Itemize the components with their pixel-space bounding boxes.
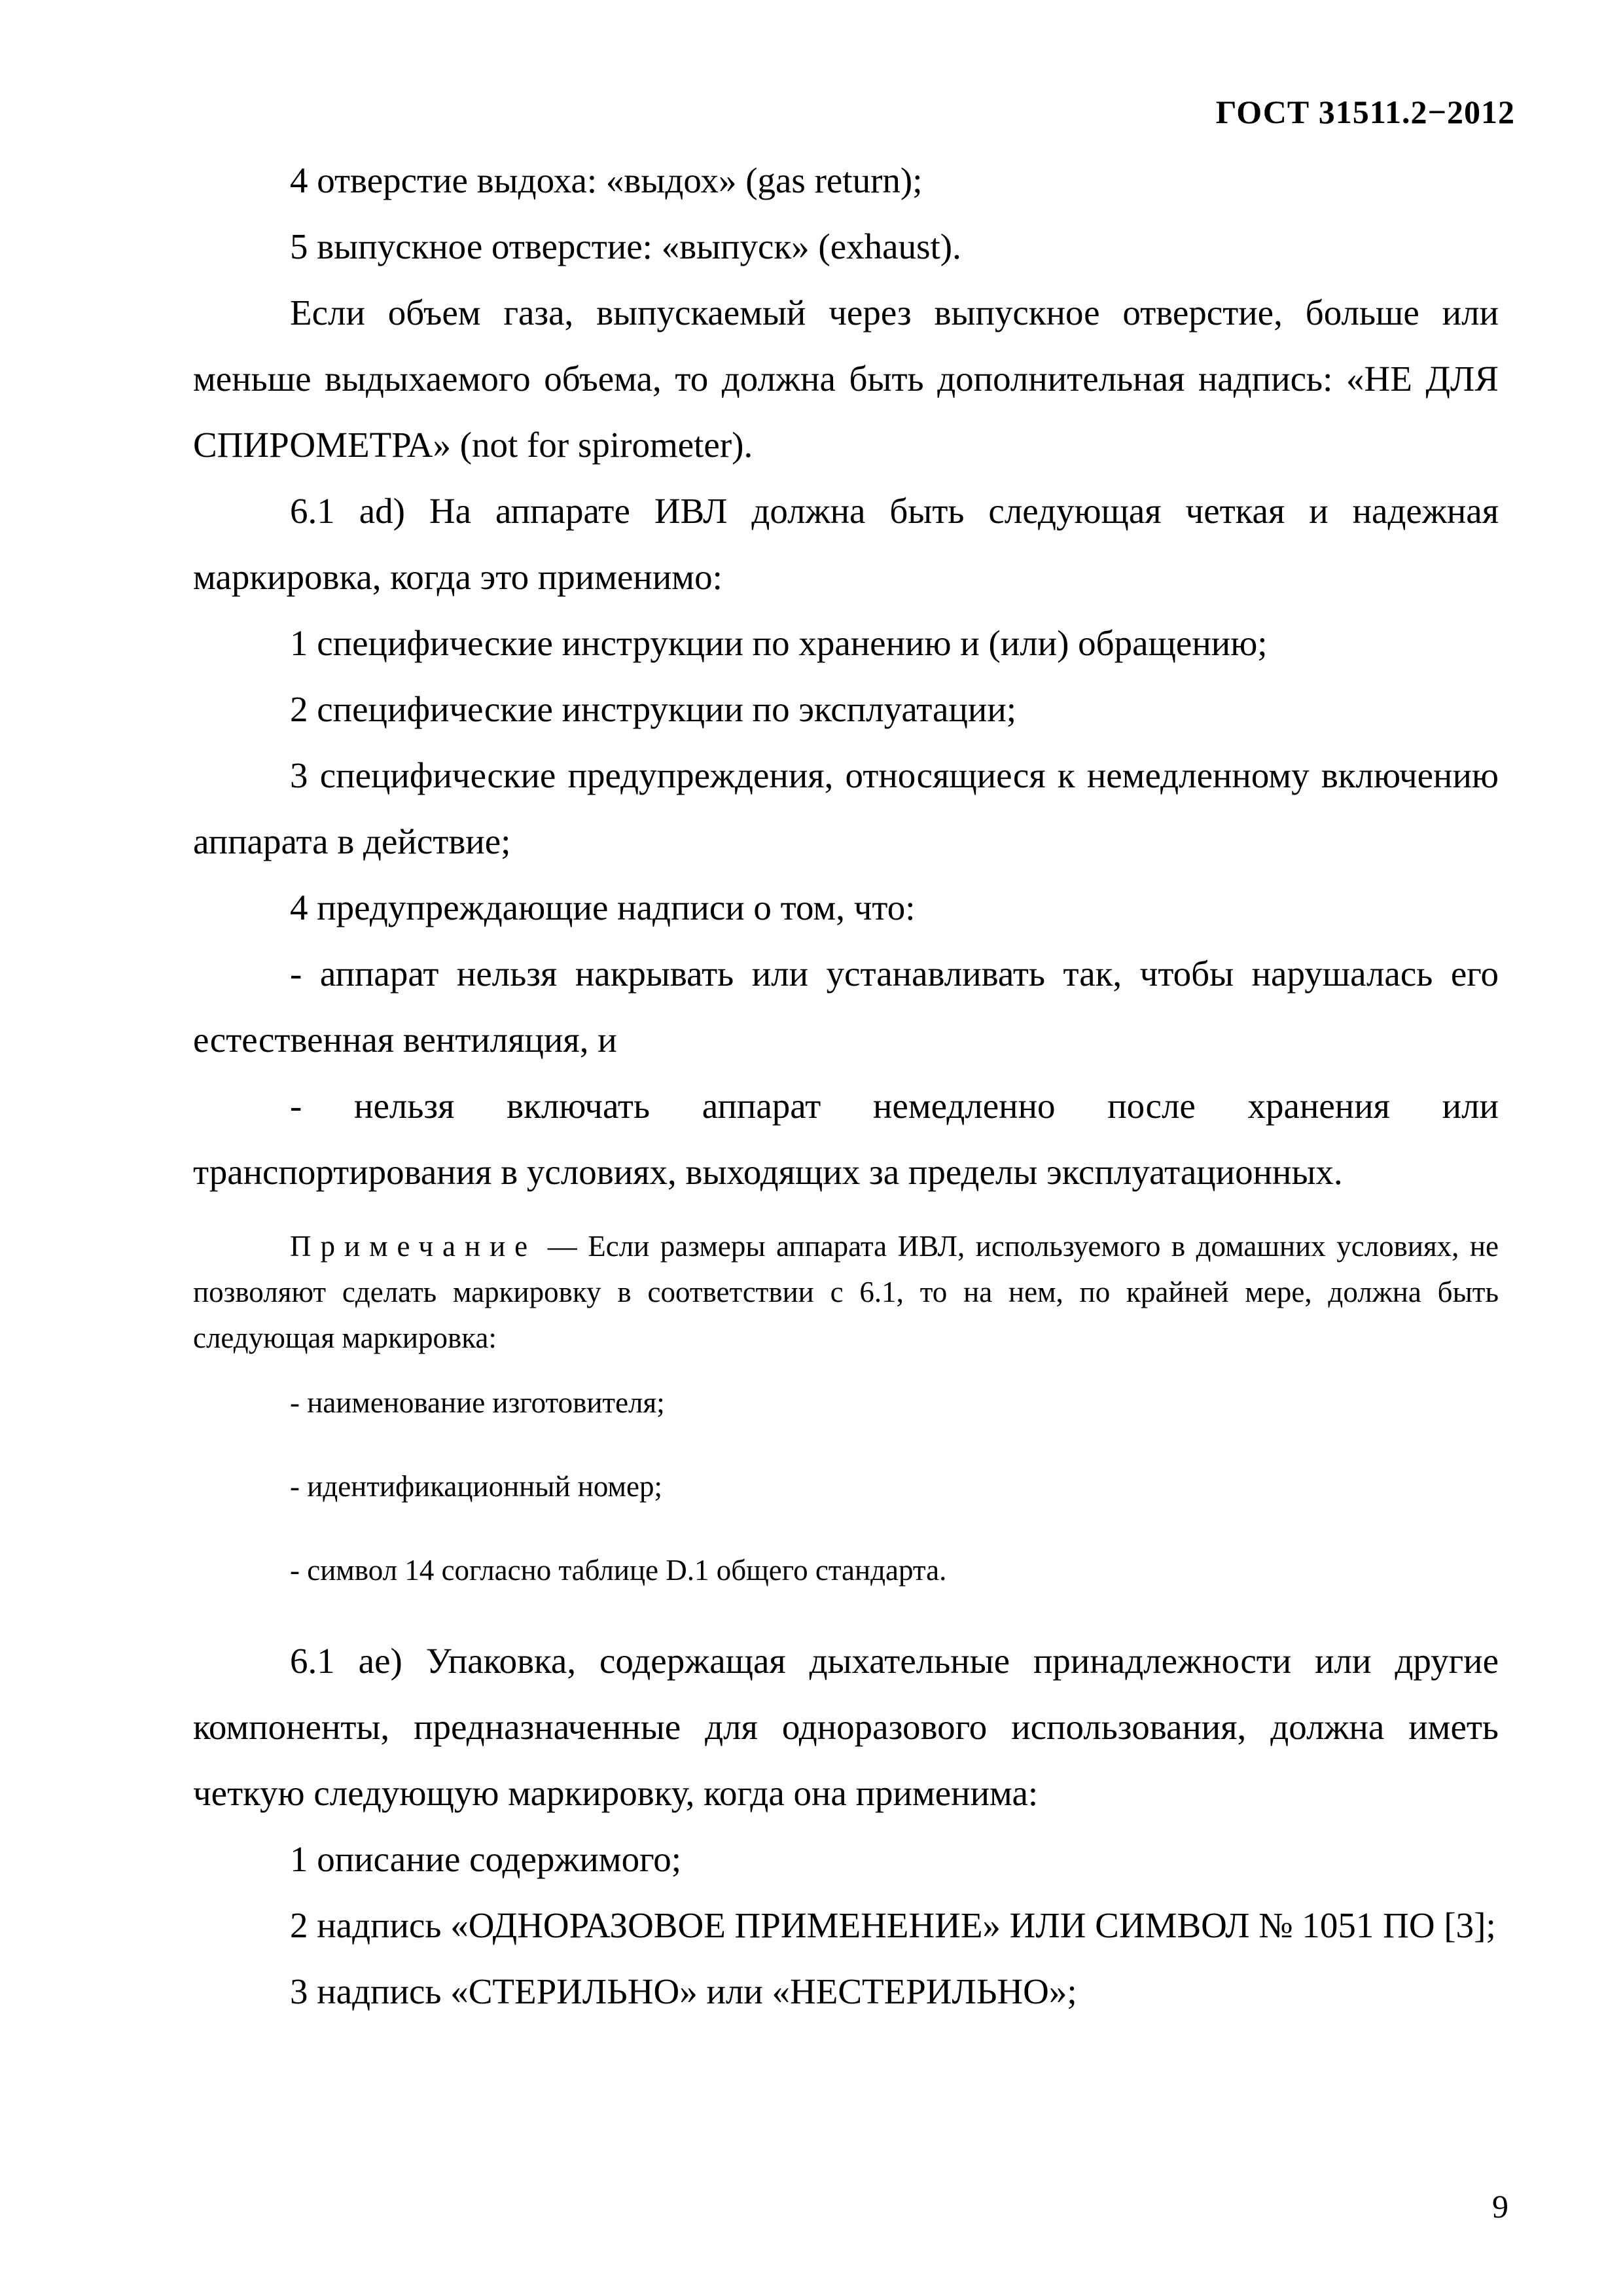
- paragraph-clause-6-1-ad: 6.1 ad) На аппарате ИВЛ должна быть следующая четкая и надежная маркировка, когда это применимо:: [193, 491, 1499, 597]
- note-list-item: - символ 14 согласно таблице D.1 общего стандарта.: [290, 1554, 947, 1587]
- paragraph: 4 отверстие выдоха: «выдох» (gas return);: [290, 160, 923, 200]
- note-list-item: - идентификационный номер;: [290, 1470, 662, 1503]
- paragraph: 4 предупреждающие надписи о том, что:: [290, 888, 916, 927]
- paragraph: 1 специфические инструкции по хранению и (или) обращению;: [290, 623, 1268, 663]
- list-item: - нельзя включать аппарат немедленно после хранения или транспортирования в условиях, выходящих за пределы эксплуатационных.: [193, 1086, 1499, 1192]
- note-text: — Если размеры аппарата ИВЛ, используемого в домашних условиях, не позволяют сделать маркировку в соответствии с 6.1, то на нем, по крайней мере, должна быть следующая маркировка:: [193, 1230, 1499, 1354]
- paragraph: 2 надпись «ОДНОРАЗОВОЕ ПРИМЕНЕНИЕ» ИЛИ СИМВОЛ № 1051 ПО [3];: [290, 1905, 1496, 1945]
- paragraph: 5 выпускное отверстие: «выпуск» (exhaust).: [290, 226, 961, 266]
- list-item: - аппарат нельзя накрывать или устанавливать так, чтобы нарушалась его естественная вентиляция, и: [193, 954, 1499, 1060]
- note-paragraph: [193, 1223, 1499, 1361]
- document-body: [193, 147, 1499, 2024]
- note-block: [193, 1223, 1499, 1612]
- paragraph: 2 специфические инструкции по эксплуатации;: [290, 689, 1017, 729]
- paragraph: 3 надпись «СТЕРИЛЬНО» или «НЕСТЕРИЛЬНО»;: [290, 1971, 1077, 2011]
- page-number: 9: [1492, 2188, 1508, 2225]
- note-title: Примечание: [290, 1230, 537, 1263]
- note-list-item: - наименование изготовителя;: [290, 1386, 665, 1419]
- document-code-header: ГОСТ 31511.2−2012: [1215, 94, 1515, 130]
- paragraph: 1 описание содержимого;: [290, 1839, 682, 1879]
- paragraph: 3 специфические предупреждения, относящиеся к немедленному включению аппарата в действие;: [193, 755, 1499, 861]
- paragraph-clause-6-1-ae: 6.1 ae) Упаковка, содержащая дыхательные принадлежности или другие компоненты, предназначенные для одноразового использования, должна иметь четкую следующую маркировку, когда она применима:: [193, 1641, 1499, 1813]
- paragraph: Если объем газа, выпускаемый через выпускное отверстие, больше или меньше выдыхаемого объема, то должна быть дополнительная надпись: «НЕ ДЛЯ СПИРОМЕТРА» (not for spirometer).: [193, 293, 1499, 465]
